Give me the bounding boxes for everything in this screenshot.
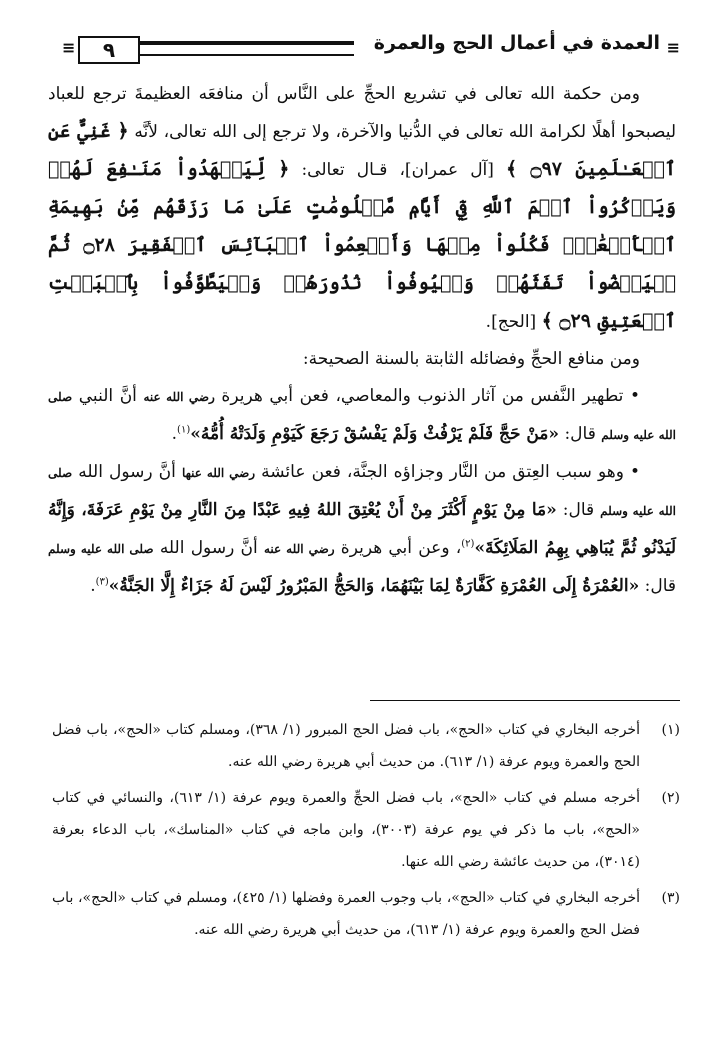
- footnote: [52, 882, 680, 946]
- text-run: أنَّ النبي: [78, 386, 137, 406]
- text-run: • وهو سبب العِتق من النَّار وجزاؤه الجنَّة، فعن عائشة: [261, 462, 641, 482]
- quran-verse: ﴿ لِّيَشۡهَدُواْ مَنَـٰفِعَ لَهُمۡ وَيَذۡكُرُواْ ٱسۡمَ ٱللَّهِ فِيٓ أَيَّامٖ مَّعۡلُومَٰتٍ عَلَىٰ مَا رَزَقَهُم مِّنۢ بَهِيمَةِ ٱلۡأَنۡعَٰمِۖ فَكُلُواْ مِنۡهَا وَأَطۡعِمُواْ ٱلۡبَآئِسَ ٱلۡفَقِيرَ ۝٢٨ ثُمَّ لۡيَقۡضُواْ تَفَثَهُمۡ وَلۡيُوفُواْ نُذُورَهُمۡ وَلۡيَطَّوَّفُواْ بِٱلۡبَيۡتِ ٱلۡعَتِيقِ ۝٢٩ ﴾: [48, 158, 676, 332]
- footnote-ref[interactable]: (٣): [95, 576, 109, 588]
- paragraph: ومن منافع الحجِّ وفضائله الثابتة بالسنة الصحيحة:: [302, 349, 640, 369]
- footnote-number: (١): [661, 722, 680, 738]
- footnote: [52, 782, 680, 878]
- header-rule: [140, 41, 354, 56]
- footnote-ref[interactable]: (٢): [461, 538, 475, 550]
- main-text: [48, 76, 676, 605]
- footnote-number: (٢): [661, 790, 680, 806]
- text-run: أنَّ رسول الله: [78, 462, 176, 482]
- honorific: صلى الله عليه وسلم: [48, 542, 154, 556]
- paragraph: [48, 76, 676, 341]
- text-run: ، وعن أبي هريرة: [340, 538, 462, 558]
- hadith-text: «مَنْ حَجَّ فَلَمْ يَرْفُثْ وَلَمْ يَفْسُقْ رَجَعَ كَيَوْمِ وَلَدَتْهُ أُمُّهُ»: [190, 424, 560, 444]
- header-ornament-left: ≡: [62, 38, 76, 57]
- text-run: قال:: [564, 424, 596, 444]
- honorific: رضي الله عنه: [263, 542, 335, 556]
- footnote-text: أخرجه البخاري في كتاب «الحج»، باب وجوب العمرة وفضلها (١/ ٤٢٥)، ومسلم في كتاب «الحج»، باب فضل الحج والعمرة ويوم عرفة (١/ ٦١٣)، من حديث أبي هريرة رضي الله عنه.: [52, 890, 640, 938]
- page-number: ٩: [78, 36, 140, 64]
- bullet-item: • وهو سبب العِتق من النَّار وجزاؤه الجنَّة، فعن عائشة رضي الله عنها أنَّ رسول الله صلى الله عليه وسلم قال: «مَا مِنْ يَوْمٍ أَكْثَرَ مِنْ أَنْ يُعْتِقَ اللهُ فِيهِ عَبْدًا مِنَ النَّارِ مِنْ يَوْمِ عَرَفَةَ، وَإِنَّهُ لَيَدْنُو ثُمَّ يُبَاهِي بِهِمُ المَلَائِكَةَ»$^{(٢)}$، وعن أبي هريرة رضي الله عنه أنَّ رسول الله صلى الله عليه وسلم قال: «العُمْرَةُ إِلَى العُمْرَةِ كَفَّارَةٌ لِمَا بَيْنَهُمَا، وَالحَجُّ المَبْرُورُ لَيْسَ لَهُ جَزَاءٌ إِلَّا الجَنَّةُ»$^{(٣)}$.: [48, 462, 677, 596]
- header-title: العمدة في أعمال الحج والعمرة: [373, 32, 660, 54]
- header-ornament-right: ≡: [666, 38, 680, 57]
- quran-verse: ﴿ غَنِيٌّ عَنِ ٱلۡعَـٰلَمِينَ ۝٩٧ ﴾: [48, 120, 677, 180]
- running-header: [62, 28, 680, 70]
- hadith-text: «مَا مِنْ يَوْمٍ أَكْثَرَ مِنْ أَنْ يُعْتِقَ اللهُ فِيهِ عَبْدًا مِنَ النَّارِ مِنْ يَوْمِ عَرَفَةَ، وَإِنَّهُ لَيَدْنُو ثُمَّ يُبَاهِي بِهِمُ المَلَائِكَةَ»: [48, 500, 677, 558]
- honorific: رضي الله عنه: [143, 390, 215, 404]
- text-run: [آل عمران]، قـال تعالى:: [301, 160, 494, 180]
- bullet-item: • تطهير النَّفس من آثار الذنوب والمعاصي، فعن أبي هريرة رضي الله عنه أنَّ النبي صلى الله عليه وسلم قال: «مَنْ حَجَّ فَلَمْ يَرْفُثْ وَلَمْ يَفْسُقْ رَجَعَ كَيَوْمِ وَلَدَتْهُ أُمُّهُ»$^{(١)}$.: [48, 386, 676, 444]
- footnote: [52, 714, 680, 778]
- text-run: • تطهير النَّفس من آثار الذنوب والمعاصي، فعن أبي هريرة: [221, 386, 640, 406]
- footnote-text: أخرجه مسلم في كتاب «الحج»، باب فضل الحجِّ والعمرة ويوم عرفة (١/ ٦١٣)، والنسائي في كتاب «الحج»، باب ما ذكر في يوم عرفة (٣٠٠٣)، وابن ماجه في كتاب «المناسك»، باب الدعاء بعرفة (٣٠١٤)، من حديث عائشة رضي الله عنها.: [52, 790, 641, 870]
- footnote-number: (٣): [661, 890, 680, 906]
- text-run: قال:: [644, 576, 676, 596]
- footnote-text: أخرجه البخاري في كتاب «الحج»، باب فضل الحج المبرور (١/ ٣٦٨)، ومسلم كتاب «الحج»، باب فضل الحج والعمرة ويوم عرفة (١/ ٦١٣). من حديث أبي هريرة رضي الله عنه.: [52, 722, 640, 770]
- honorific: رضي الله عنها: [181, 466, 256, 480]
- honorific: صلى الله عليه وسلم: [48, 390, 676, 442]
- text-run: قال:: [562, 500, 595, 520]
- footnote-separator: [370, 700, 680, 701]
- footnotes: [52, 714, 680, 950]
- text-run: ومن حكمة الله تعالى في تشريع الحجِّ على النَّاس أن منافعَه العظيمةَ ترجع للعباد ليصبحوا أهلًا لكرامة الله تعالى في الدُّنيا والآخرة، ولا ترجع إلى الله تعالى، لأنَّه: [48, 84, 677, 142]
- hadith-text: «العُمْرَةُ إِلَى العُمْرَةِ كَفَّارَةٌ لِمَا بَيْنَهُمَا، وَالحَجُّ المَبْرُورُ لَيْسَ لَهُ جَزَاءٌ إِلَّا الجَنَّةُ»: [108, 576, 640, 596]
- footnote-ref[interactable]: (١): [177, 424, 191, 436]
- honorific: صلى الله عليه وسلم: [48, 466, 677, 518]
- text-run: [الحج].: [485, 312, 537, 332]
- text-run: أنَّ رسول الله: [159, 538, 258, 558]
